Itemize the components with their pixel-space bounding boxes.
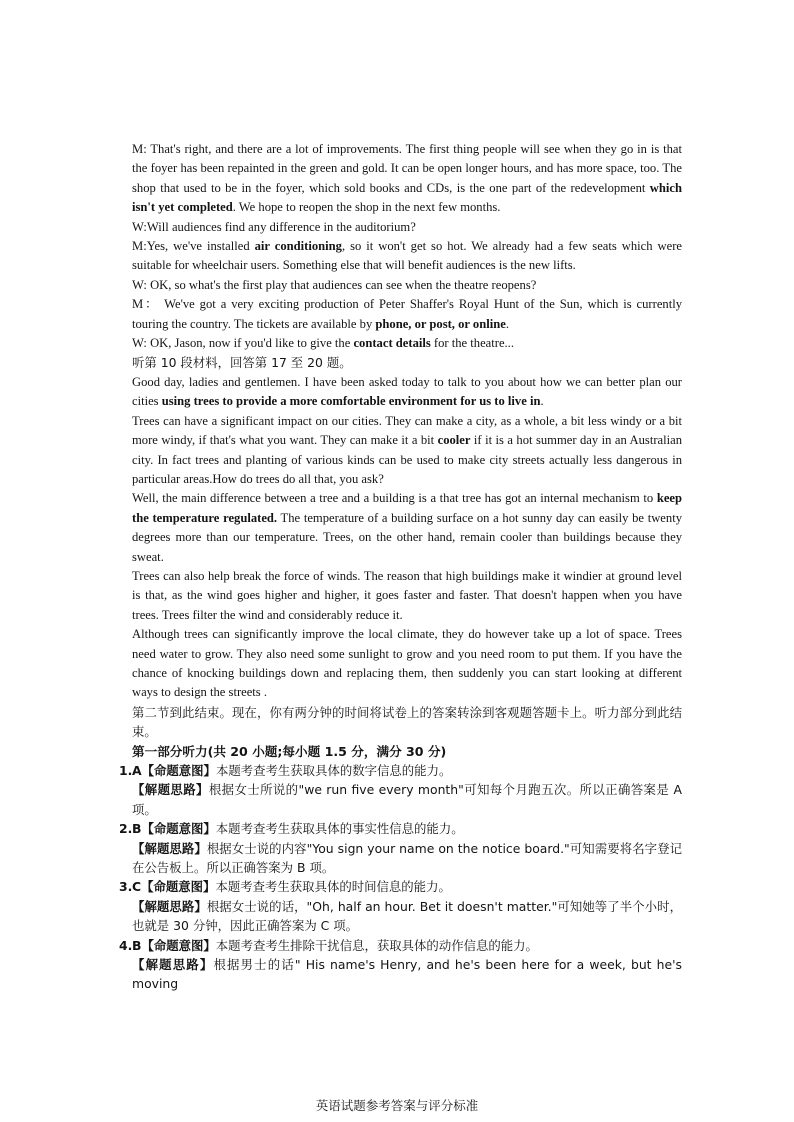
transcript-paragraph <box>132 334 682 353</box>
intent-tag: 【命题意图】 <box>141 821 216 837</box>
transcript-text: Well, the main difference between a tree and a building is a that tree has got an internal mechanism to <box>132 491 657 506</box>
idea-tag: 【解题思路】 <box>132 782 209 798</box>
intent-text: 本题考查考生排除干扰信息，获取具体的动作信息的能力。 <box>215 937 538 953</box>
intent-tag: 【命题意图】 <box>141 763 216 778</box>
transcript-text: M: That's right, and there are a lot of improvements. The first thing people will see when they go in is that the foyer has been repainted in the green and gold. It can be open longer hours, and has more space, too. The shop that used to be in the foyer, which sold books and CDs, is the one part of the redevelopment <box>132 142 682 195</box>
transcript-text: Good day, ladies and gentlemen. I have been asked today to talk to you about how we can better plan our cities <box>132 374 682 409</box>
idea-text: 根据男士的话" His name's Henry, and he's been here for a week, but he's moving <box>132 957 683 992</box>
section-10-heading: 听第 10 段材料，回答第 17 至 20 题。 <box>132 355 352 371</box>
transcript-paragraph <box>132 567 682 625</box>
transcript-text: Although trees can significantly improve the local climate, they do however take up a lot of space. Trees need water to grow. They also need some sunlight to grow and you need room to put them. If you have the chance of knocking buildings down and replacing them, then suddenly you can start looking at different ways to design the streets . <box>132 627 682 700</box>
key-phrase: air conditioning <box>254 239 342 254</box>
key-phrase: which isn't yet completed <box>132 180 682 215</box>
transcript-text: Trees can have a significant impact on our cities. They can make a city, as a whole, a bit less windy or a bit more windy, if that's what you want. They can make it a bit <box>132 413 682 448</box>
answer-number: 3. <box>119 879 133 895</box>
transcript-section-9 <box>132 140 682 353</box>
idea-text: 根据女士所说的"we run five every month"可知每个月跑五次。所以正确答案是 A 项。 <box>132 782 683 817</box>
key-phrase: phone, or post, or online <box>375 316 506 331</box>
transcript-paragraph <box>132 373 682 412</box>
answer-item <box>119 936 682 955</box>
answer-explanation <box>132 839 682 878</box>
transcript-paragraph <box>132 237 682 276</box>
answer-number: 4. <box>119 937 133 953</box>
key-phrase: keep the temperature regulated. <box>132 491 682 525</box>
transcript-text: M:Yes, we've installed <box>132 239 255 254</box>
transcript-paragraph <box>132 295 682 334</box>
transcript-section-10 <box>132 373 682 703</box>
transcript-paragraph <box>132 218 682 237</box>
transcript-text: . <box>505 316 509 331</box>
idea-text: 根据女士说的内容"You sign your name on the notice board."可知需要将名字登记在公告板上。所以正确答案为 B 项。 <box>132 840 682 876</box>
intent-text: 本题考查考生获取具体的数字信息的能力。 <box>215 763 452 778</box>
section-end-note: 第二节到此结束。现在，你有两分钟的时间将试卷上的答案转涂到客观题答题卡上。听力部分到此结束。 <box>132 704 682 740</box>
transcript-text: Trees can also help break the force of winds. The reason that high buildings make it windier at ground level is that, as the wind goes higher and higher, it goes faster and faster. That doesn't happen when you have trees. Trees filter the wind and considerably reduce it. <box>132 568 682 622</box>
intent-tag: 【命题意图】 <box>141 879 216 895</box>
transcript-text: The temperature of a building surface on a hot sunny day can easily be twenty degrees more than our temperature. Trees, on the other hand, remain cooler than buildings because <box>132 510 682 545</box>
answer-letter: A <box>132 763 142 778</box>
transcript-text: W: OK, so what's the first play that audiences can see when the theatre reopens? <box>132 277 537 292</box>
key-phrase: using trees to provide a more comfortable environment for us to live in <box>161 394 541 409</box>
transcript-paragraph <box>132 625 682 703</box>
transcript-text: W:Will audiences find any difference in the auditorium? <box>132 219 416 234</box>
answer-explanation <box>132 955 682 994</box>
transcript-paragraph <box>132 276 682 295</box>
answer-item <box>119 877 682 896</box>
part-heading: 第一部分听力(共 20 小题;每小题 1.5 分，满分 30 分) <box>132 743 447 759</box>
transcript-text: , so it won't get so hot. We already had a few seats which were suitable for wheelchair users. Something else that will benefit audiences is the new lifts. <box>132 239 682 273</box>
document-body <box>119 140 683 994</box>
transcript-text: M： We've got a very exciting production of Peter Shaffer's Royal Hunt of the Sun, which is currently touring the country. The tickets are available by <box>132 297 682 331</box>
idea-tag: 【解题思路】 <box>132 898 207 914</box>
answer-list <box>119 761 683 994</box>
answer-number: 1. <box>119 763 133 778</box>
transcript-text: for the theatre... <box>430 336 514 351</box>
answer-letter: B <box>132 821 142 837</box>
transcript-paragraph <box>132 489 682 567</box>
transcript-text: W: OK, Jason, now if you'd like to give the <box>132 336 354 351</box>
transcript-text: . <box>540 394 544 409</box>
transcript-paragraph <box>132 140 682 218</box>
transcript-paragraph <box>132 412 682 490</box>
idea-text: 根据女士说的话，"Oh, half an hour. Bet it doesn't matter."可知她等了半个小时，也就是 30 分钟，因此正确答案为 C 项。 <box>132 898 682 934</box>
idea-tag: 【解题思路】 <box>132 840 207 856</box>
answer-explanation <box>132 897 682 936</box>
transcript-text: . We hope to reopen the shop in the next few months. <box>232 200 501 215</box>
intent-tag: 【命题意图】 <box>141 937 216 953</box>
key-phrase: contact details <box>353 336 431 351</box>
answer-item <box>119 761 682 780</box>
answer-explanation <box>132 780 682 819</box>
answer-number: 2. <box>119 821 133 837</box>
answer-letter: B <box>132 937 142 953</box>
answer-letter: C <box>132 879 142 895</box>
transcript-text: they sweat <box>132 530 682 564</box>
intent-text: 本题考查考生获取具体的时间信息的能力。 <box>215 879 451 895</box>
transcript-text: if it is a hot summer day in an Australian city. In fact trees and planting of various kinds can be used to make city streets actually less dangerous in particular areas.How do trees do all that, you ask? <box>132 433 682 486</box>
idea-tag: 【解题思路】 <box>132 957 214 973</box>
answer-item <box>119 819 682 838</box>
page-footer: 英语试题参考答案与评分标准 <box>315 1098 479 1113</box>
key-phrase: cooler <box>437 433 471 448</box>
intent-text: 本题考查考生获取具体的事实性信息的能力。 <box>215 821 464 837</box>
transcript-text: . <box>160 549 164 564</box>
